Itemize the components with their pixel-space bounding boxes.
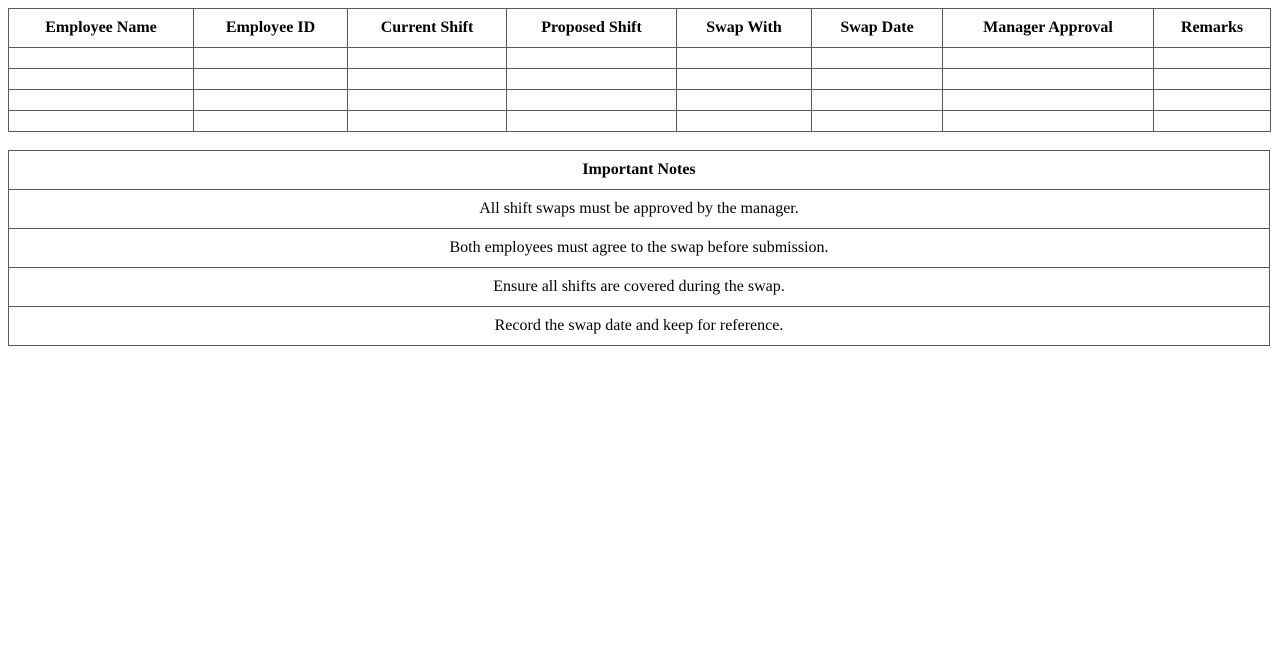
table-cell[interactable]	[943, 111, 1154, 132]
note-row	[9, 190, 1270, 229]
table-cell[interactable]	[1154, 90, 1271, 111]
table-cell[interactable]	[812, 48, 943, 69]
table-cell[interactable]	[677, 48, 812, 69]
table-cell[interactable]	[348, 90, 507, 111]
table-cell[interactable]	[812, 111, 943, 132]
note-row	[9, 229, 1270, 268]
important-notes-table	[8, 150, 1270, 346]
header-proposed-shift: Proposed Shift	[507, 9, 677, 48]
header-remarks: Remarks	[1154, 9, 1271, 48]
table-cell[interactable]	[677, 90, 812, 111]
shift-swap-table	[8, 8, 1271, 132]
header-swap-date: Swap Date	[812, 9, 943, 48]
table-row	[9, 69, 1271, 90]
table-cell[interactable]	[507, 90, 677, 111]
header-swap-with: Swap With	[677, 9, 812, 48]
table-cell[interactable]	[812, 90, 943, 111]
table-cell[interactable]	[677, 69, 812, 90]
note-item: Record the swap date and keep for reference.	[9, 307, 1270, 346]
table-cell[interactable]	[507, 48, 677, 69]
table-cell[interactable]	[1154, 69, 1271, 90]
table-cell[interactable]	[507, 69, 677, 90]
table-cell[interactable]	[943, 69, 1154, 90]
table-cell[interactable]	[1154, 111, 1271, 132]
notes-header-row	[9, 151, 1270, 190]
table-header-row	[9, 9, 1271, 48]
table-cell[interactable]	[348, 111, 507, 132]
header-manager-approval: Manager Approval	[943, 9, 1154, 48]
table-row	[9, 48, 1271, 69]
table-cell[interactable]	[812, 69, 943, 90]
table-cell[interactable]	[194, 48, 348, 69]
table-cell[interactable]	[194, 111, 348, 132]
table-row	[9, 90, 1271, 111]
table-cell[interactable]	[9, 69, 194, 90]
table-cell[interactable]	[348, 69, 507, 90]
table-cell[interactable]	[194, 90, 348, 111]
note-item: Ensure all shifts are covered during the swap.	[9, 268, 1270, 307]
note-row	[9, 268, 1270, 307]
note-item: Both employees must agree to the swap before submission.	[9, 229, 1270, 268]
note-item: All shift swaps must be approved by the manager.	[9, 190, 1270, 229]
table-cell[interactable]	[507, 111, 677, 132]
table-cell[interactable]	[9, 111, 194, 132]
table-row	[9, 111, 1271, 132]
header-current-shift: Current Shift	[348, 9, 507, 48]
header-employee-name: Employee Name	[9, 9, 194, 48]
note-row	[9, 307, 1270, 346]
table-cell[interactable]	[1154, 48, 1271, 69]
table-cell[interactable]	[943, 90, 1154, 111]
table-cell[interactable]	[348, 48, 507, 69]
notes-title: Important Notes	[9, 151, 1270, 190]
table-cell[interactable]	[677, 111, 812, 132]
table-cell[interactable]	[943, 48, 1154, 69]
table-cell[interactable]	[194, 69, 348, 90]
table-cell[interactable]	[9, 90, 194, 111]
header-employee-id: Employee ID	[194, 9, 348, 48]
table-cell[interactable]	[9, 48, 194, 69]
